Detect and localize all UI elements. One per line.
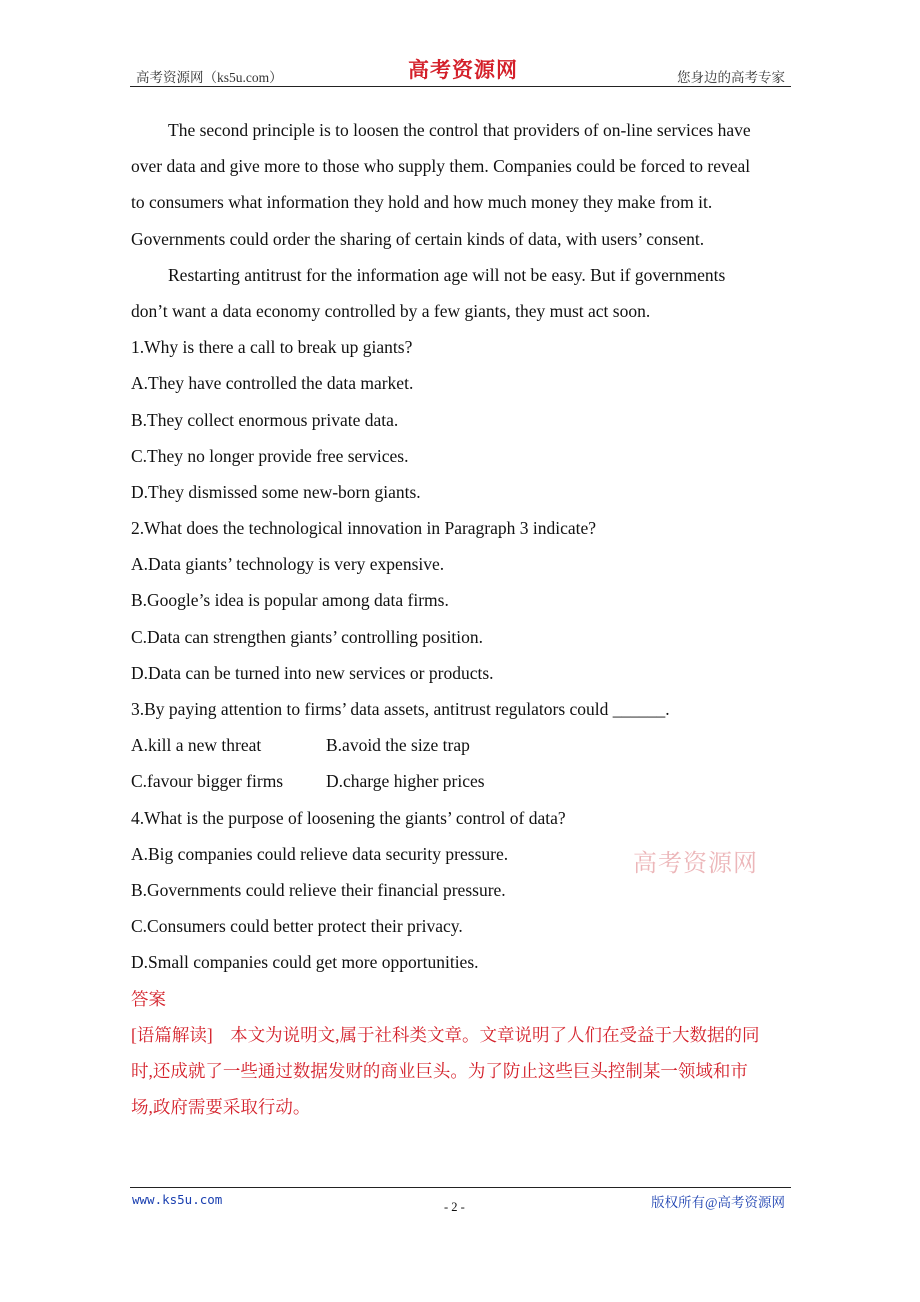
footer-website-link[interactable]: www.ks5u.com	[132, 1192, 223, 1207]
passage-line: Governments could order the sharing of certain kinds of data, with users’ consent.	[131, 228, 705, 249]
question-option: C.Consumers could better protect their privacy.	[131, 916, 463, 937]
passage-line: over data and give more to those who supply them. Companies could be forced to reveal	[131, 156, 751, 177]
header-slogan: 您身边的高考专家	[677, 70, 785, 85]
answer-line: 时,还成就了一些通过数据发财的商业巨头。为了防止这些巨头控制某一领域和市	[131, 1060, 748, 1081]
question-option: A.They have controlled the data market.	[131, 373, 414, 394]
question-stem: 1.Why is there a call to break up giants?	[131, 337, 413, 358]
question-option: A.Big companies could relieve data security pressure.	[131, 843, 509, 864]
passage-line: The second principle is to loosen the control that providers of on-line services have	[168, 120, 751, 140]
page-content	[131, 112, 793, 1125]
question-option: B.They collect enormous private data.	[131, 409, 399, 430]
passage-line: don’t want a data economy controlled by a few giants, they must act soon.	[131, 300, 651, 321]
answer-line: [语篇解读] 本文为说明文,属于社科类文章。文章说明了人们在受益于大数据的同	[131, 1024, 760, 1045]
question-option: D.Data can be turned into new services or products.	[131, 662, 494, 683]
question-option: D.Small companies could get more opportunities.	[131, 952, 479, 973]
question-option: A.kill a new threat	[131, 735, 262, 756]
question-option: B.avoid the size trap	[326, 735, 470, 756]
page-header	[130, 58, 791, 87]
question-option: D.They dismissed some new-born giants.	[131, 481, 421, 502]
passage-line: Restarting antitrust for the information age will not be easy. But if governments	[168, 264, 726, 285]
question-option: B.Google’s idea is popular among data firms.	[131, 590, 449, 611]
question-option: C.They no longer provide free services.	[131, 445, 409, 466]
watermark-text: 高考资源网	[633, 849, 758, 877]
passage-line: to consumers what information they hold and how much money they make from it.	[131, 192, 713, 213]
question-option: B.Governments could relieve their financial pressure.	[131, 879, 506, 900]
page-number: - 2 -	[444, 1200, 465, 1214]
answer-line: 场,政府需要采取行动。	[131, 1097, 311, 1118]
question-option-row	[131, 763, 793, 799]
page-footer	[130, 1187, 791, 1214]
question-stem: 2.What does the technological innovation in Paragraph 3 indicate?	[131, 518, 597, 539]
question-option-row	[131, 727, 793, 763]
question-stem: 3.By paying attention to firms’ data assets, antitrust regulators could ______.	[131, 699, 670, 719]
header-source: 高考资源网（ks5u.com）	[136, 70, 283, 85]
question-option: C.favour bigger firms	[131, 771, 284, 792]
answer-heading: 答案	[131, 988, 166, 1009]
question-stem: 4.What is the purpose of loosening the giants’ control of data?	[131, 807, 566, 828]
question-option: C.Data can strengthen giants’ controlling position.	[131, 626, 484, 647]
question-option: A.Data giants’ technology is very expensive.	[131, 554, 445, 575]
question-option: D.charge higher prices	[326, 771, 485, 792]
footer-copyright: 版权所有@高考资源网	[651, 1195, 785, 1210]
header-logo: 高考资源网	[408, 57, 518, 82]
